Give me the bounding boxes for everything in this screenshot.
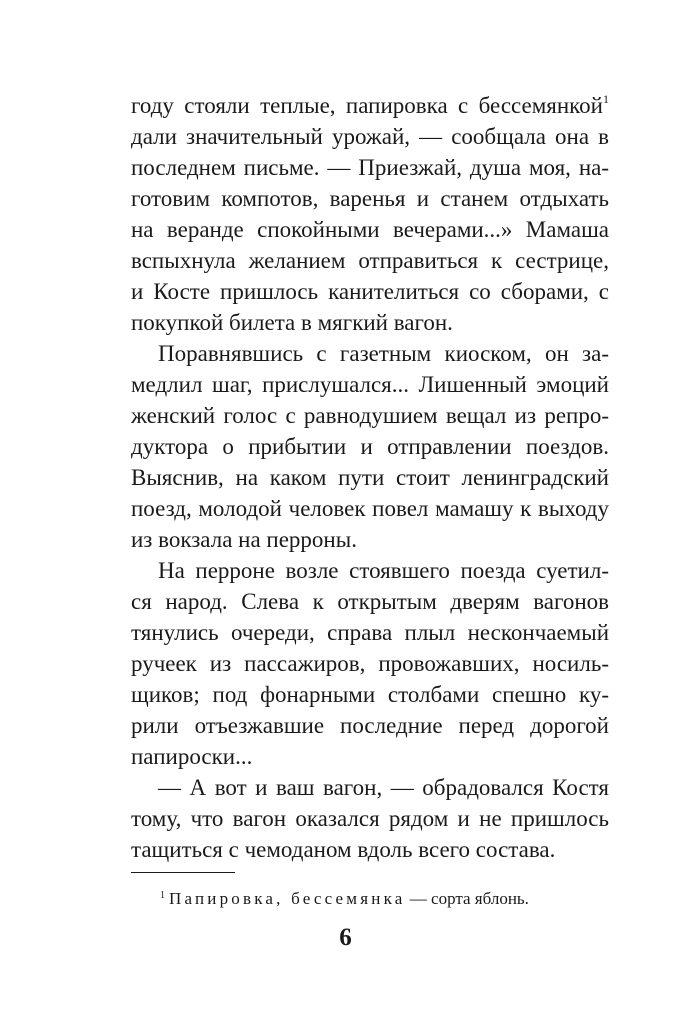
text-line: последнем письме. — Приезжай, душа моя, на-: [131, 155, 609, 180]
footnote-number: 1: [160, 890, 165, 901]
text-line: щиков; под фонарными столбами спешно ку-: [131, 682, 609, 707]
text-line: поезд, молодой человек повел мамашу к выходу: [131, 496, 609, 521]
text-line: медлил шаг, прислушался... Лишенный эмоций: [131, 372, 609, 397]
text-line: на веранде спокойными вечерами...» Мамаша: [131, 217, 609, 242]
text-line: покупкой билета в мягкий вагон.: [131, 310, 453, 335]
text-line: женский голос с равнодушием вещал из репро-: [131, 403, 609, 428]
main-text: [131, 90, 609, 865]
text-line: — А вот и ваш вагон, — обрадовался Костя: [158, 775, 609, 800]
text-line: и Косте пришлось канителиться со сборами, с: [131, 279, 609, 304]
text-line: из вокзала на перроны.: [131, 527, 357, 552]
footnote-text: — сорта яблонь.: [405, 889, 529, 908]
footnote-divider: [131, 872, 235, 873]
text-line: папироски...: [131, 744, 253, 769]
text-line: На перроне возле стоявшего поезда суетил-: [158, 558, 609, 583]
text-line: ся народ. Слева к открытым дверям вагонов: [131, 589, 609, 614]
text-line: году стояли теплые, папировка с бессемянкой$^1$: [131, 92, 609, 118]
text-line: рили отъезжавшие последние перед дорогой: [131, 713, 609, 738]
page-number: 6: [339, 924, 352, 951]
text-line: Выяснив, на каком пути стоит ленинградский: [131, 465, 609, 490]
text-line: готовим компотов, варенья и станем отдыхать: [131, 186, 609, 211]
footnote-reference[interactable]: 1: [603, 92, 609, 106]
text-line: ручеек из пассажиров, провожавших, носиль-: [131, 651, 609, 676]
footnote-spaced-terms: Папировка, бессемянка: [169, 889, 406, 908]
text-line: тянулись очереди, справа плыл нескончаемый: [131, 620, 609, 645]
text-line: вспыхнула желанием отправиться к сестрице,: [131, 248, 609, 273]
text-line: Поравнявшись с газетным киоском, он за-: [158, 341, 609, 366]
text-line: тащиться с чемоданом вдоль всего состава.: [131, 837, 556, 862]
text-line: дали значительный урожай, — сообщала она в: [131, 124, 609, 149]
text-line: дуктора о прибытии и отправлении поездов.: [131, 434, 609, 459]
text-line: тому, что вагон оказался рядом и не пришлось: [131, 806, 609, 831]
footnote: [160, 885, 529, 910]
